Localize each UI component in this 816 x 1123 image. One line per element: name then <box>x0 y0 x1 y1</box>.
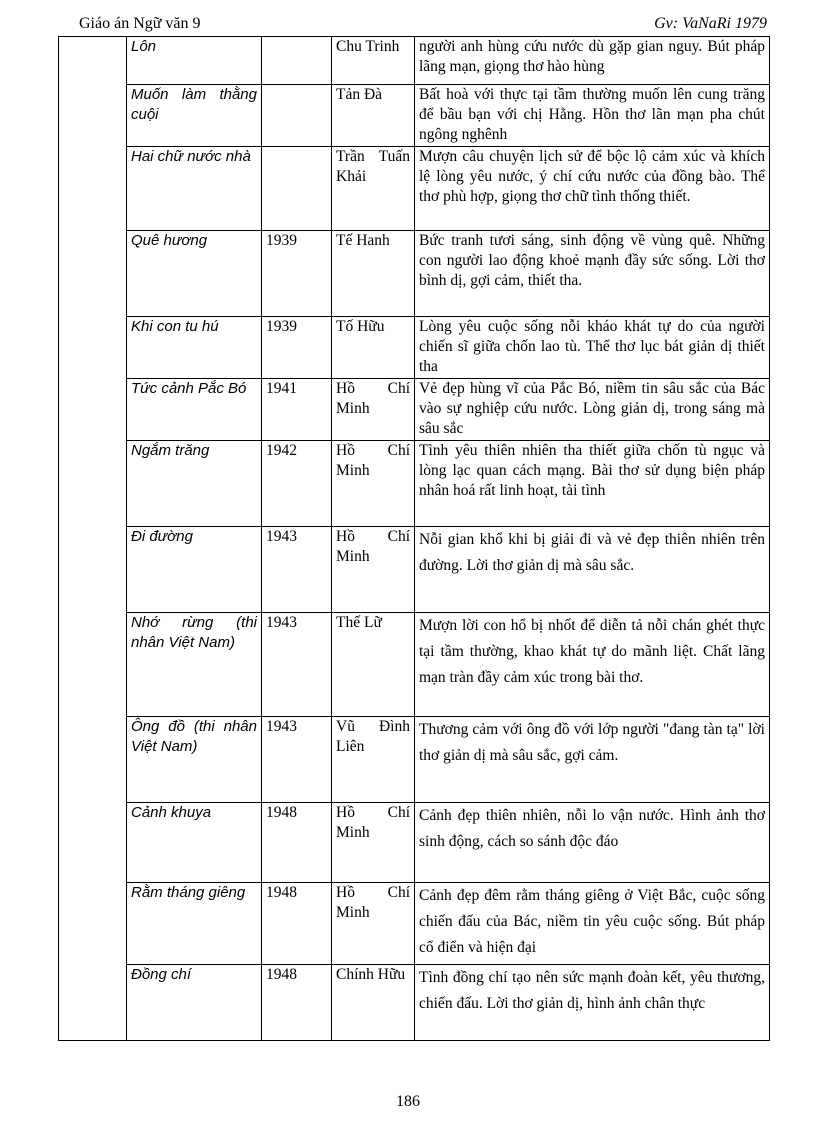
author-cell: Chu Trinh <box>332 37 415 85</box>
empty-margin-cell <box>59 37 127 1041</box>
poem-title-cell: Quê hương <box>127 231 262 317</box>
year-cell <box>262 85 332 147</box>
poem-title-cell: Đi đường <box>127 527 262 613</box>
author-cell: Trần Tuấn Khải <box>332 147 415 231</box>
description-cell: Mượn lời con hổ bị nhốt để diễn tả nỗi chán ghét thực tại tầm thường, khao khát tự do mãnh liệt. Chất lãng mạn tràn đầy cảm xúc trong bài thơ. <box>415 613 770 717</box>
poem-title-cell: Hai chữ nước nhà <box>127 147 262 231</box>
poem-title-cell: Cảnh khuya <box>127 803 262 883</box>
author-cell: Tố Hữu <box>332 317 415 379</box>
description-cell: Tình yêu thiên nhiên tha thiết giữa chốn tù ngục và lòng lạc quan cách mạng. Bài thơ sử dụng biện pháp nhân hoá rất linh hoạt, tài tình <box>415 441 770 527</box>
table-row <box>59 613 770 717</box>
table-row <box>59 317 770 379</box>
table-row <box>59 717 770 803</box>
page-number: 186 <box>396 1093 420 1110</box>
description-cell: Lòng yêu cuộc sống nỗi kháo khát tự do của người chiến sĩ giữa chốn lao tù. Thể thơ lục bát giản dị thiết tha <box>415 317 770 379</box>
description-cell: Bất hoà với thực tại tầm thường muốn lên cung trăng để bầu bạn với chị Hằng. Hồn thơ lãn mạn pha chút ngông nghênh <box>415 85 770 147</box>
table-row <box>59 965 770 1041</box>
header-subject: Giáo án Ngữ văn 9 <box>79 15 201 32</box>
year-cell: 1948 <box>262 965 332 1041</box>
poem-title-cell: Lôn <box>127 37 262 85</box>
poem-title-cell: Muốn làm thằng cuội <box>127 85 262 147</box>
description-cell: Tình đồng chí tạo nên sức mạnh đoàn kết, yêu thương, chiến đấu. Lời thơ giản dị, hình ảnh chân thực <box>415 965 770 1041</box>
year-cell: 1939 <box>262 317 332 379</box>
year-cell: 1943 <box>262 717 332 803</box>
description-cell: Mượn câu chuyện lịch sử để bộc lộ cảm xúc và khích lệ lòng yêu nước, ý chí cứu nước của đồng bào. Thể thơ phù hợp, giọng thơ chữ tình thống thiết. <box>415 147 770 231</box>
table-row <box>59 379 770 441</box>
poem-title-cell: Đồng chí <box>127 965 262 1041</box>
author-cell: Vũ Đình Liên <box>332 717 415 803</box>
poem-title-cell: Ông đồ (thi nhân Việt Nam) <box>127 717 262 803</box>
author-cell: Hồ Chí Minh <box>332 441 415 527</box>
table-row <box>59 883 770 965</box>
poem-title-cell: Rằm tháng giêng <box>127 883 262 965</box>
poem-title-cell: Tức cảnh Pắc Bó <box>127 379 262 441</box>
table-row <box>59 37 770 85</box>
description-cell: Vẻ đẹp hùng vĩ của Pắc Bó, niềm tin sâu sắc của Bác vào sự nghiệp cứu nước. Lòng giản dị, trong sáng mà sâu sắc <box>415 379 770 441</box>
year-cell: 1939 <box>262 231 332 317</box>
author-cell: Hồ Chí Minh <box>332 883 415 965</box>
author-cell: Thế Lữ <box>332 613 415 717</box>
author-cell: Hồ Chí Minh <box>332 803 415 883</box>
year-cell <box>262 37 332 85</box>
page-header <box>77 14 769 37</box>
table-row <box>59 803 770 883</box>
year-cell: 1943 <box>262 527 332 613</box>
year-cell: 1941 <box>262 379 332 441</box>
description-cell: Cảnh đẹp đêm rằm tháng giêng ở Việt Bắc, cuộc sống chiến đấu của Bác, niềm tin yêu cuộc sống. Bút pháp cổ điển và hiện đại <box>415 883 770 965</box>
description-cell: Cảnh đẹp thiên nhiên, nỗi lo vận nước. Hình ảnh thơ sinh động, cách so sánh độc đáo <box>415 803 770 883</box>
poem-table-body <box>59 37 770 1041</box>
author-cell: Hồ Chí Minh <box>332 379 415 441</box>
poem-title-cell: Ngắm trăng <box>127 441 262 527</box>
author-cell: Tế Hanh <box>332 231 415 317</box>
year-cell <box>262 147 332 231</box>
table-row <box>59 85 770 147</box>
author-cell: Hồ Chí Minh <box>332 527 415 613</box>
poem-table <box>58 36 770 1041</box>
description-cell: Thương cảm với ông đồ với lớp người "đang tàn tạ" lời thơ giản dị mà sâu sắc, gợi cảm. <box>415 717 770 803</box>
author-cell: Tản Đà <box>332 85 415 147</box>
year-cell: 1943 <box>262 613 332 717</box>
poem-title-cell: Nhớ rừng (thi nhân Việt Nam) <box>127 613 262 717</box>
table-row <box>59 147 770 231</box>
poem-title-cell: Khi con tu hú <box>127 317 262 379</box>
year-cell: 1942 <box>262 441 332 527</box>
year-cell: 1948 <box>262 883 332 965</box>
year-cell: 1948 <box>262 803 332 883</box>
table-row <box>59 231 770 317</box>
description-cell: Bức tranh tươi sáng, sinh động về vùng quê. Những con người lao động khoẻ mạnh đầy sức sống. Lời thơ bình dị, gợi cảm, thiết tha. <box>415 231 770 317</box>
author-cell: Chính Hữu <box>332 965 415 1041</box>
header-teacher: Gv: VaNaRi 1979 <box>654 15 767 32</box>
description-cell: Nỗi gian khổ khi bị giải đi và vẻ đẹp thiên nhiên trên đường. Lời thơ giản dị mà sâu sắc. <box>415 527 770 613</box>
table-row <box>59 441 770 527</box>
description-cell: người anh hùng cứu nước dù gặp gian nguy. Bút pháp lãng mạn, giọng thơ hào hùng <box>415 37 770 85</box>
table-row <box>59 527 770 613</box>
